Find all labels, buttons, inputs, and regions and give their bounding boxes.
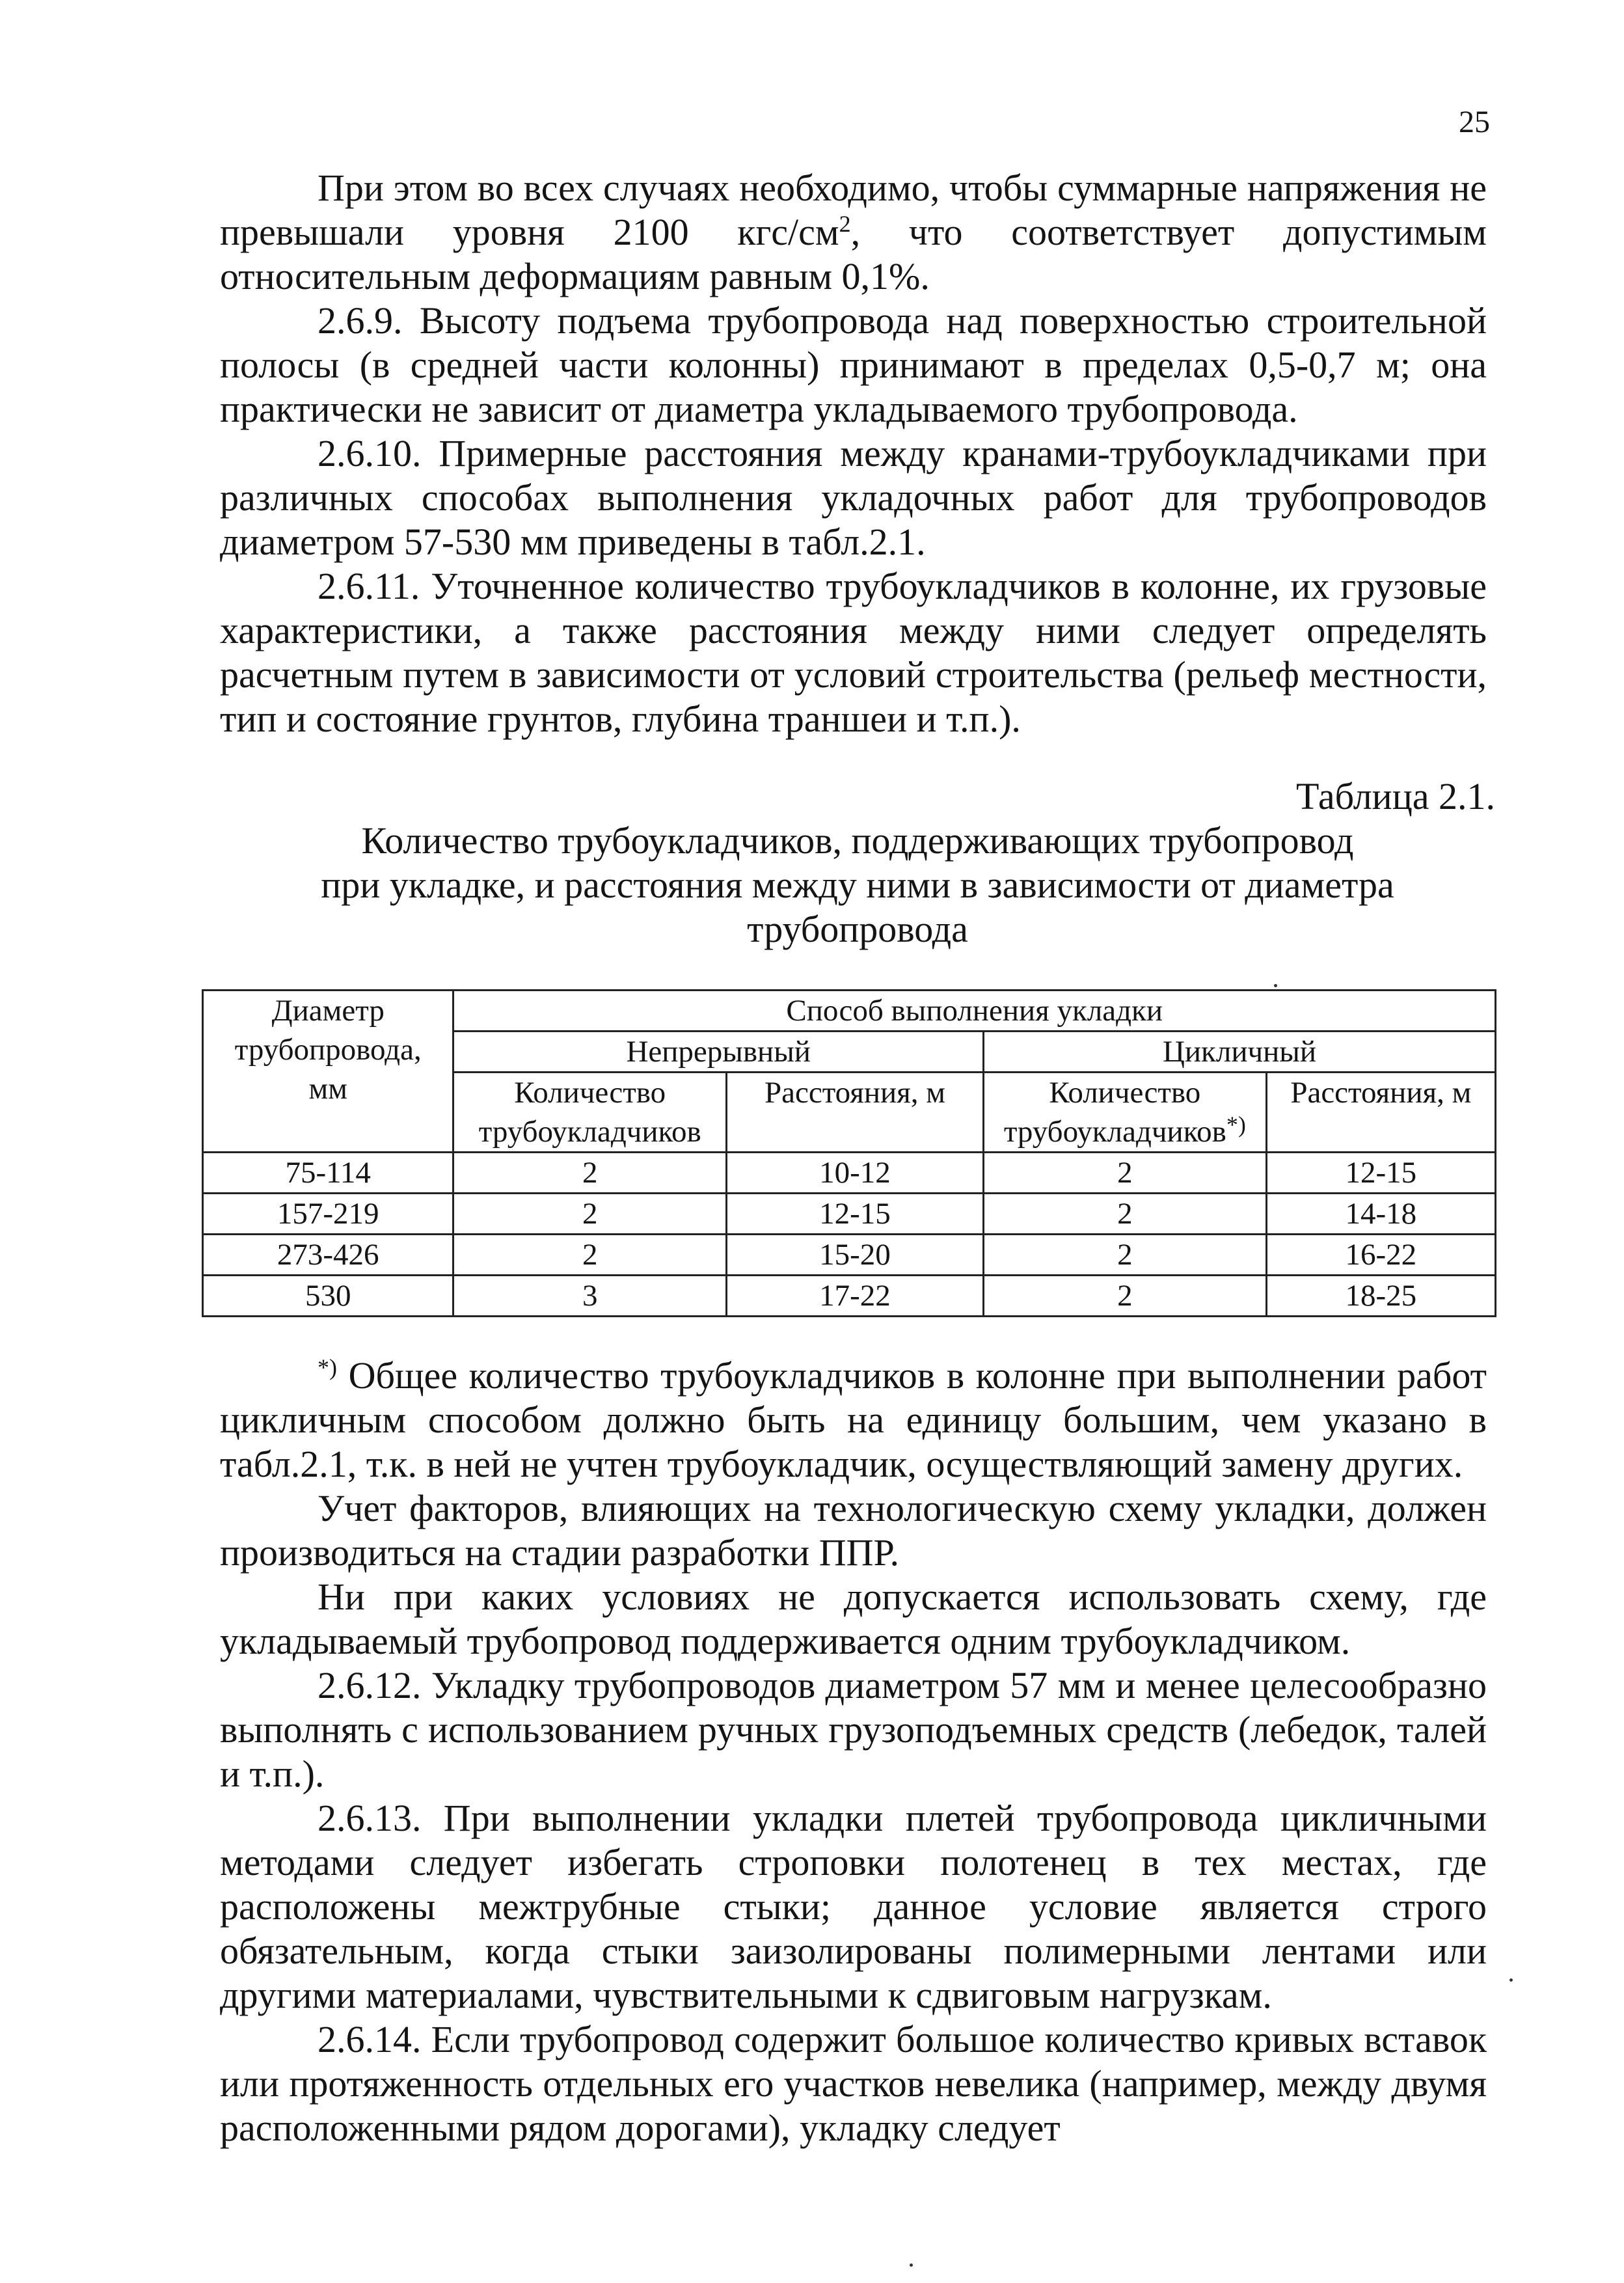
header-diameter: Диаметр трубопровода, мм	[203, 991, 453, 1153]
cell-diameter: 530	[203, 1276, 453, 1317]
table-label: Таблица 2.1.	[1295, 775, 1495, 817]
table-row	[203, 1276, 1496, 1317]
cell-diameter: 273-426	[203, 1235, 453, 1276]
cell-cyc-distance: 14-18	[1266, 1194, 1495, 1235]
cell-cyc-distance: 16-22	[1266, 1235, 1495, 1276]
cell-cont-count: 2	[453, 1235, 727, 1276]
cell-cont-count: 3	[453, 1276, 727, 1317]
cell-cont-distance: 12-15	[727, 1194, 984, 1235]
scan-speck	[1274, 984, 1277, 987]
table-row	[203, 1194, 1496, 1235]
cell-cyc-distance: 18-25	[1266, 1276, 1495, 1317]
header-method: Способ выполнения укладки	[453, 991, 1496, 1032]
cell-cyc-count: 2	[983, 1235, 1266, 1276]
header-count-cyclic: Количество трубоукладчиков*)	[983, 1073, 1266, 1153]
table-title-line: при укладке, и расстояния между ними в зависимости от диаметра	[321, 864, 1394, 906]
header-distance-cyclic: Расстояния, м	[1266, 1073, 1495, 1153]
cell-cyc-count: 2	[983, 1276, 1266, 1317]
scan-speck	[1509, 1978, 1513, 1982]
scan-speck	[910, 2263, 913, 2267]
body-text-bottom	[220, 1354, 1487, 2150]
paragraph-2-6-10: 2.6.10. Примерные расстояния между кранами-трубоукладчиками при различных способах выполнения укладочных работ для трубопроводов диаметром 57-530 мм приведены в табл.2.1.	[220, 432, 1487, 563]
cell-cyc-count: 2	[983, 1153, 1266, 1194]
table-caption	[220, 774, 1495, 951]
cell-diameter: 75-114	[203, 1153, 453, 1194]
paragraph-2-6-11: 2.6.11. Уточненное количество трубоукладчиков в колонне, их грузовые характеристики, а также расстояния между ними следует определять расчетным путем в зависимости от условий строительства (рельеф местности, тип и состояние грунтов, глубина траншеи и т.п.).	[220, 565, 1487, 740]
paragraph-single-pipelayer: Ни при каких условиях не допускается использовать схему, где укладываемый трубопровод поддерживается одним трубоукладчиком.	[220, 1576, 1487, 1662]
cell-cont-distance: 15-20	[727, 1235, 984, 1276]
footnote-mark: *)	[318, 1354, 337, 1380]
cell-diameter: 157-219	[203, 1194, 453, 1235]
cell-cyc-count: 2	[983, 1194, 1266, 1235]
cell-cont-distance: 17-22	[727, 1276, 984, 1317]
cell-cont-count: 2	[453, 1153, 727, 1194]
table-title-line: Количество трубоукладчиков, поддерживающих трубопровод	[361, 819, 1354, 862]
pipelayer-table	[202, 989, 1496, 1317]
paragraph-2-6-12: 2.6.12. Укладку трубопроводов диаметром 57 мм и менее целесообразно выполнять с использованием ручных грузоподъемных средств (лебедок, талей и т.п.).	[220, 1664, 1487, 1795]
paragraph-2-6-13: 2.6.13. При выполнении укладки плетей трубопровода цикличными методами следует избегать строповки полотенец в тех местах, где расположены межтрубные стыки; данное условие является строго обязательным, когда стыки заизолированы полимерными лентами или другими материалами, чувствительными к сдвиговым нагрузкам.	[220, 1797, 1487, 2016]
header-distance-continuous: Расстояния, м	[727, 1073, 984, 1153]
page-number: 25	[1459, 105, 1490, 139]
paragraph-stress-limit: При этом во всех случаях необходимо, чтобы суммарные напряжения не превышали уровня 2100 кгс/$см^2$, что соответствует допустимым относительным деформациям равным 0,1%.	[220, 167, 1487, 297]
body-text-top	[220, 166, 1487, 741]
paragraph-factors: Учет факторов, влияющих на технологическую схему укладки, должен производиться на стадии разработки ППР.	[220, 1487, 1487, 1574]
table-row	[203, 1153, 1496, 1194]
cell-cyc-distance: 12-15	[1266, 1153, 1495, 1194]
paragraph-2-6-9: 2.6.9. Высоту подъема трубопровода над поверхностью строительной полосы (в средней части колонны) принимают в пределах 0,5-0,7 м; она практически не зависит от диаметра укладываемого трубопровода.	[220, 299, 1487, 430]
table-title-line: трубопровода	[747, 908, 968, 950]
header-cyclic: Цикличный	[983, 1032, 1495, 1073]
footnote: *) Общее количество трубоукладчиков в колонне при выполнении работ цикличным способом должно быть на единицу большим, чем указано в табл.2.1, т.к. в ней не учтен трубоукладчик, осуществляющий замену других.	[220, 1354, 1487, 1485]
header-count-continuous: Количество трубоукладчиков	[453, 1073, 727, 1153]
paragraph-2-6-14: 2.6.14. Если трубопровод содержит большое количество кривых вставок или протяженность отдельных его участков невелика (например, между двумя расположенными рядом дорогами), укладку следует	[220, 2018, 1487, 2149]
cell-cont-count: 2	[453, 1194, 727, 1235]
header-continuous: Непрерывный	[453, 1032, 984, 1073]
table-row	[203, 1235, 1496, 1276]
cell-cont-distance: 10-12	[727, 1153, 984, 1194]
